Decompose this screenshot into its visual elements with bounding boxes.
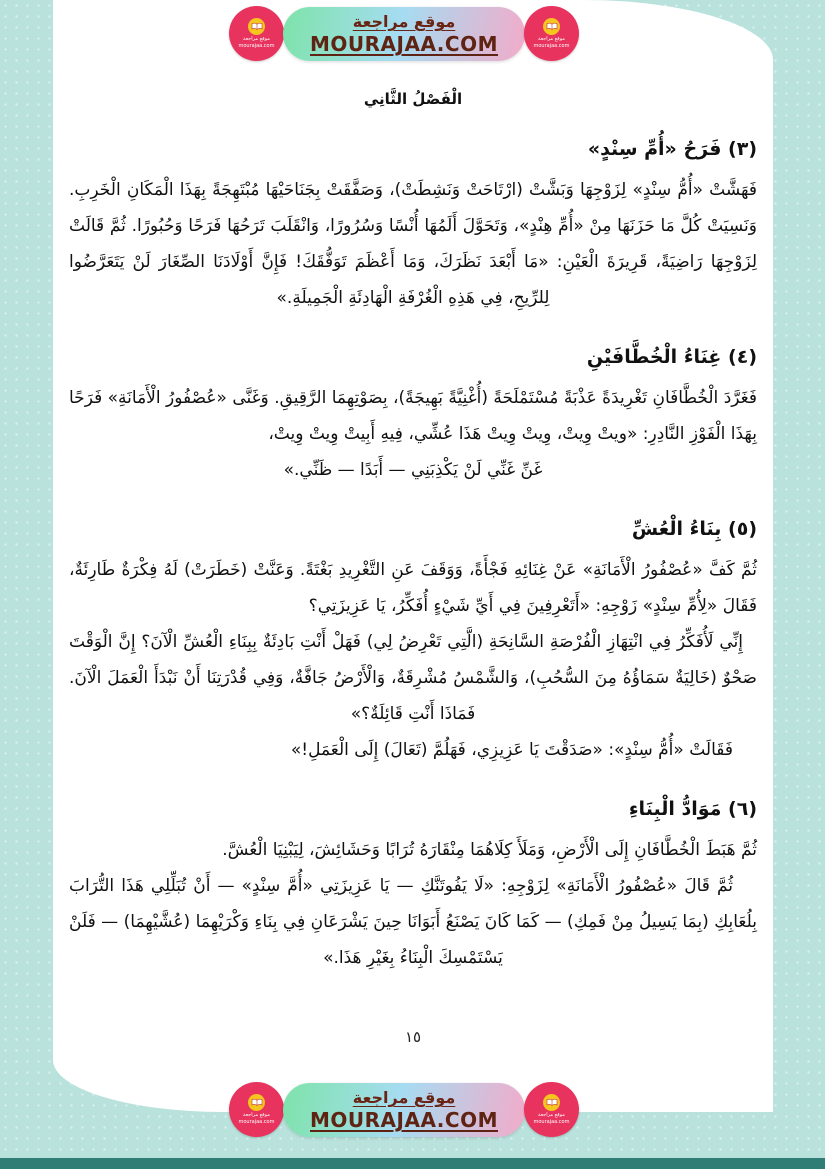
badge-site-name: موقع مراجعة <box>243 1112 270 1118</box>
footer-site-banner <box>0 1076 825 1146</box>
open-book-icon <box>543 18 560 35</box>
site-badge <box>524 1082 579 1137</box>
open-book-icon <box>543 1094 560 1111</box>
paragraph-song-line: غَنِّ غَنِّي لَنْ يَكْذِبَنِي — أَبَدًا — ظَنِّي.» <box>283 460 543 480</box>
site-banner-pill <box>283 7 525 61</box>
section-heading-5: (٥) بِنَاءُ الْعُشِّ <box>631 518 757 540</box>
paragraph: فَقَالَتْ «أُمُّ سِنْدٍ»: «صَدَقْتَ يَا عَزِيزِي، فَهَلُمَّ (تَعَالَ) إِلَى الْعَمَلِ!» <box>290 740 733 760</box>
site-badge <box>229 6 284 61</box>
site-domain-link[interactable]: MOURAJAA.COM <box>310 1108 498 1132</box>
badge-site-url: mourajaa.com <box>533 1119 570 1125</box>
site-banner-pill <box>283 1083 525 1137</box>
header-site-banner <box>0 0 825 70</box>
site-name-arabic-link[interactable]: موقع مراجعة <box>352 1088 456 1107</box>
document-content <box>53 0 773 1112</box>
open-book-icon <box>248 18 265 35</box>
badge-site-name: موقع مراجعة <box>243 36 270 42</box>
document-page <box>53 0 773 1112</box>
page-number: ١٥ <box>404 1028 422 1046</box>
site-name-arabic-link[interactable]: موقع مراجعة <box>352 12 456 31</box>
site-domain-link[interactable]: MOURAJAA.COM <box>310 32 498 56</box>
section-heading-6: (٦) مَوَادُّ الْبِنَاءِ <box>628 798 757 820</box>
chapter-title: الْفَصْلُ الثَّانِي <box>363 90 463 108</box>
section-heading-3: (٣) فَرَحُ «أُمِّ سِنْدٍ» <box>587 138 757 160</box>
paragraph: فَهَشَّتْ «أُمُّ سِنْدٍ» لِزَوْجِهَا وَبَشَّتْ (ارْتَاحَتْ وَنَشِطَتْ)، وَصَفَّقَتْ بِجَنَاحَيْهَا مُبْتَهِجَةً بِهَذَا الْمَكَانِ الْخَرِبِ. وَنَسِيَتْ كُلَّ مَا حَزَنَهَا مِنْ «أُمِّ هِنْدٍ»، وَتَحَوَّلَ أَلَمُهَا أُنْسًا وَسُرُورًا، وَانْقَلَبَ تَرَحُهَا فَرَحًا وَحُبُورًا. ثُمَّ قَالَتْ لِزَوْجِهَا رَاضِيَةً، قَرِيرَةَ الْعَيْنِ: «مَا أَبْعَدَ نَظَرَكَ، وَمَا أَعْظَمَ تَوَفُّقَكَ! فَإِنَّ أَوْلَادَنَا الصِّغَارَ لَنْ يَتَعَرَّضُوا لِلرِّيحِ، فِي هَذِهِ الْغُرْفَةِ الْهَادِئَةِ الْجَمِيلَةِ.» <box>69 180 757 308</box>
paragraph: فَغَرَّدَ الْخُطَّافَانِ تَغْرِيدَةً عَذْبَةً مُسْتَمْلَحَةً (أُغْنِيَّةً بَهِيجَةً)، بِصَوْتِهِمَا الرَّقِيقِ. وَغَنَّى «عُصْفُورُ الْأَمَانَةِ» فَرَحًا بِهَذَا الْفَوْزِ النَّادِرِ: «ويتْ وِيتْ، وِيتْ وِيتْ هَذَا عُشِّي، فِيهِ أَبِيتْ وِيتْ وِيتْ، <box>69 388 757 444</box>
site-badge <box>229 1082 284 1137</box>
paragraph: ثُمَّ هَبَطَ الْخُطَّافَانِ إِلَى الْأَرْضِ، وَمَلَأَ كِلَاهُمَا مِنْقَارَهُ تُرَابًا وَحَشَائِشَ، لِيَبْنِيَا الْعُشَّ. <box>222 840 757 860</box>
badge-site-url: mourajaa.com <box>238 1119 275 1125</box>
paragraph: ثُمَّ قَالَ «عُصْفُورُ الْأَمَانَةِ» لِزَوْجِهِ: «لَا يَفُوتَنَّكِ — يَا عَزِيزَتِي «أُمَّ سِنْدٍ» — أَنْ تُبَلِّلِي هَذَا التُّرَابَ بِلُعَابِكِ (بِمَا يَسِيلُ مِنْ فَمِكِ) — كَمَا كَانَ يَصْنَعُ أَبَوَانَا حِينَ يَشْرَعَانِ فِي بِنَاءِ وَكْرَيْهِمَا (عُشَّيْهِمَا) — فَلَنْ يَسْتَمْسِكَ الْبِنَاءُ بِغَيْرِ هَذَا.» <box>69 876 757 968</box>
badge-site-name: موقع مراجعة <box>538 1112 565 1118</box>
badge-site-url: mourajaa.com <box>533 43 570 49</box>
paragraph: إِنِّي لَأُفَكِّرُ فِي انْتِهَازِ الْفُرْصَةِ السَّانِحَةِ (الَّتِي تَعْرِضُ لِي) فَهَلْ أَنْتِ بَادِئَةٌ بِبِنَاءِ الْعُشِّ الْآنَ؟ إِنَّ الْوَقْتَ صَحْوٌ (خَالِيَةٌ سَمَاؤُهُ مِنَ السُّحُبِ)، وَالشَّمْسُ مُشْرِقَةٌ، وَالْأَرْضُ جَافَّةٌ، وَفِي قُدْرَتِنَا أَنْ نَبْدَأَ الْعَمَلَ الْآنَ. فَمَاذَا أَنْتِ قَائِلَةٌ؟» <box>69 632 757 724</box>
bottom-accent-bar <box>0 1158 825 1169</box>
open-book-icon <box>248 1094 265 1111</box>
badge-site-name: موقع مراجعة <box>538 36 565 42</box>
badge-site-url: mourajaa.com <box>238 43 275 49</box>
paragraph: ثُمَّ كَفَّ «عُصْفُورُ الْأَمَانَةِ» عَنْ غِنَائِهِ فَجْأَةً، وَوَقَفَ عَنِ التَّغْرِيدِ بَغْتَةً. وَعَنَّتْ (خَطَرَتْ) لَهُ فِكْرَةٌ طَارِئَةٌ، فَقَالَ «لِأُمِّ سِنْدٍ» زَوْجِهِ: «أَتَعْرِفِينَ فِي أَيِّ شَيْءٍ أُفَكِّرُ، يَا عَزِيزَتِي؟ <box>69 560 757 616</box>
section-heading-4: (٤) غِنَاءُ الْخُطَّافَيْنِ <box>586 346 757 368</box>
site-badge <box>524 6 579 61</box>
